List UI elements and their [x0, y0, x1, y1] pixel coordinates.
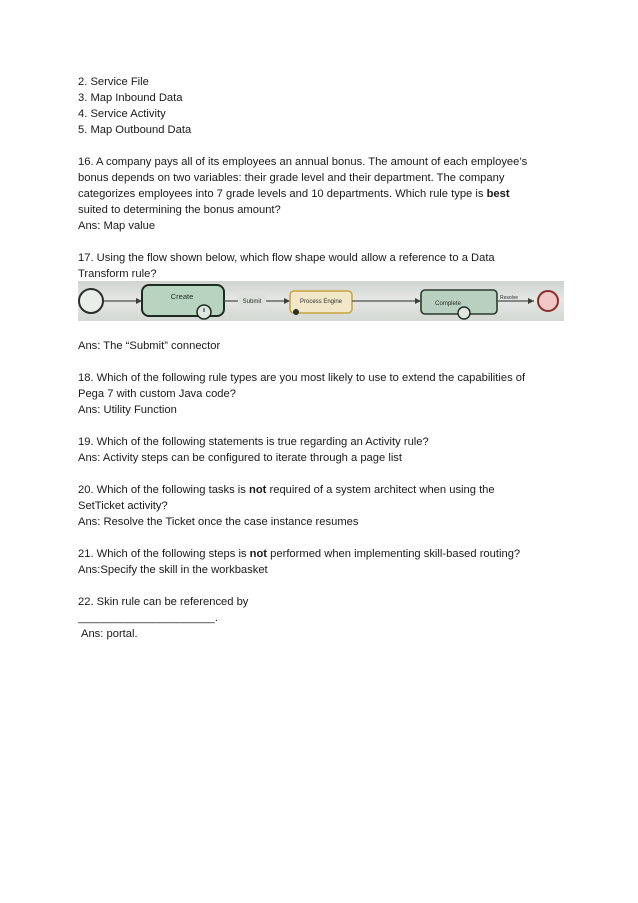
answer-text: Ans: portal. — [81, 628, 138, 640]
question-text: Transform rule? — [78, 268, 157, 280]
submit-label: Submit — [242, 299, 262, 305]
timer-icon — [458, 307, 470, 319]
start-event-shape — [79, 289, 103, 313]
question-text-part: categorizes employees into 7 grade levels and 10 departments. Which rule type is — [78, 188, 484, 200]
flow-diagram — [78, 281, 564, 321]
resolve-label: Resolve — [499, 295, 519, 301]
connector-arrow — [415, 298, 421, 304]
question-text: 17. Using the flow shown below, which flow shape would allow a reference to a Data — [78, 252, 495, 264]
question-text-part: required of a system architect when using the — [269, 484, 495, 496]
answer-text: Ans: Utility Function — [78, 404, 177, 416]
question-text: 16. A company pays all of its employees an annual bonus. The amount of each employee’s — [78, 156, 528, 168]
question-17-answer — [78, 338, 568, 354]
connector-arrow — [284, 298, 290, 304]
question-text: 19. Which of the following statements is true regarding an Activity rule? — [78, 436, 429, 448]
question-text: 18. Which of the following rule types are you most likely to use to extend the capabilities of — [78, 372, 526, 384]
complete-label: Complete — [435, 301, 461, 307]
question-text — [78, 546, 568, 562]
question-20 — [78, 482, 568, 530]
answer-text: Ans: Map value — [78, 220, 156, 232]
answer-text: Ans:Specify the skill in the workbasket — [78, 564, 268, 576]
list-item: 5. Map Outbound Data — [78, 124, 192, 136]
process-engine-label: Process Engine — [299, 299, 343, 305]
list-item: 3. Map Inbound Data — [78, 92, 183, 104]
question-18 — [78, 370, 568, 418]
answer-blank: ______________________. — [78, 612, 218, 624]
question-17 — [78, 250, 568, 282]
answer-text: Ans: Resolve the Ticket once the case instance resumes — [78, 516, 359, 528]
question-22 — [78, 594, 568, 642]
emphasis-text: best — [486, 188, 510, 200]
answer-text: Ans: Activity steps can be configured to iterate through a page list — [78, 452, 403, 464]
answer-text: Ans: The “Submit” connector — [78, 340, 221, 352]
question-text: SetTicket activity? — [78, 500, 168, 512]
question-19 — [78, 434, 568, 466]
list-item: 4. Service Activity — [78, 108, 166, 120]
document-page — [78, 74, 568, 658]
question-text: suited to determining the bonus amount? — [78, 204, 281, 216]
emphasis-text: not — [249, 484, 267, 496]
question-text — [78, 482, 568, 498]
question-text — [78, 186, 568, 202]
list-items — [78, 74, 568, 138]
question-16 — [78, 154, 568, 234]
gear-icon — [293, 309, 299, 315]
list-item: 2. Service File — [78, 76, 149, 88]
create-label: Create — [170, 292, 194, 301]
question-21 — [78, 546, 568, 578]
question-text: 22. Skin rule can be referenced by — [78, 596, 249, 608]
connector-arrow — [528, 298, 534, 304]
question-text-part: 20. Which of the following tasks is — [78, 484, 246, 496]
question-text: Pega 7 with custom Java code? — [78, 388, 236, 400]
question-text-part: 21. Which of the following steps is — [78, 548, 247, 560]
emphasis-text: not — [249, 548, 268, 560]
flow-diagram-svg — [78, 281, 564, 321]
question-text: bonus depends on two variables: their grade level and their department. The company — [78, 172, 505, 184]
end-event-shape — [538, 291, 558, 311]
question-text-part: performed when implementing skill-based routing? — [270, 548, 521, 560]
